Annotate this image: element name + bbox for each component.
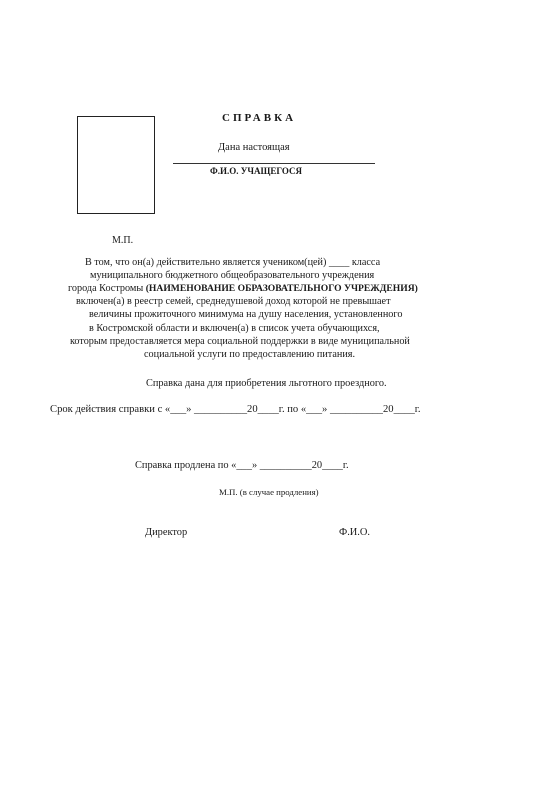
body-line: в Костромской области и включен(а) в список учета обучающихся, (89, 323, 380, 334)
body-line: величины прожиточного минимума на душу населения, установленного (89, 309, 403, 320)
city-text: города Костромы (68, 283, 144, 294)
title-text: СПРАВКА (222, 112, 297, 124)
given-to-text: Дана настоящая (218, 142, 290, 153)
photo-placeholder (77, 116, 155, 214)
extension-line: Справка продлена по «___» __________20____г. (135, 460, 349, 471)
director-label: Директор (145, 527, 188, 538)
body-line: В том, что он(а) действительно является учеником(цей) ____ класса (85, 257, 381, 268)
body-line: муниципального бюджетного общеобразовательного учреждения (90, 270, 375, 281)
school-name-placeholder: (НАИМЕНОВАНИЕ ОБРАЗОВАТЕЛЬНОГО УЧРЕЖДЕНИЯ) (145, 283, 418, 294)
director-fio-label: Ф.И.О. (339, 527, 371, 538)
student-name-label: Ф.И.О. УЧАЩЕГОСЯ (210, 166, 302, 176)
validity-period: Срок действия справки с «___» __________20____г. по «___» __________20____г. (50, 404, 421, 415)
stamp-if-extended: М.П. (в случае продления) (219, 487, 319, 497)
body-line: социальной услуги по предоставлению питания. (144, 349, 356, 360)
purpose-text: Справка дана для приобретения льготного проездного. (146, 378, 387, 389)
student-name-line (173, 163, 375, 164)
body-line-with-school (68, 282, 418, 295)
stamp-place: М.П. (112, 235, 134, 246)
body-line: включен(а) в реестр семей, среднедушевой доход которой не превышает (76, 296, 391, 307)
body-line: которым предоставляется мера социальной поддержки в виде муниципальной (70, 336, 410, 347)
